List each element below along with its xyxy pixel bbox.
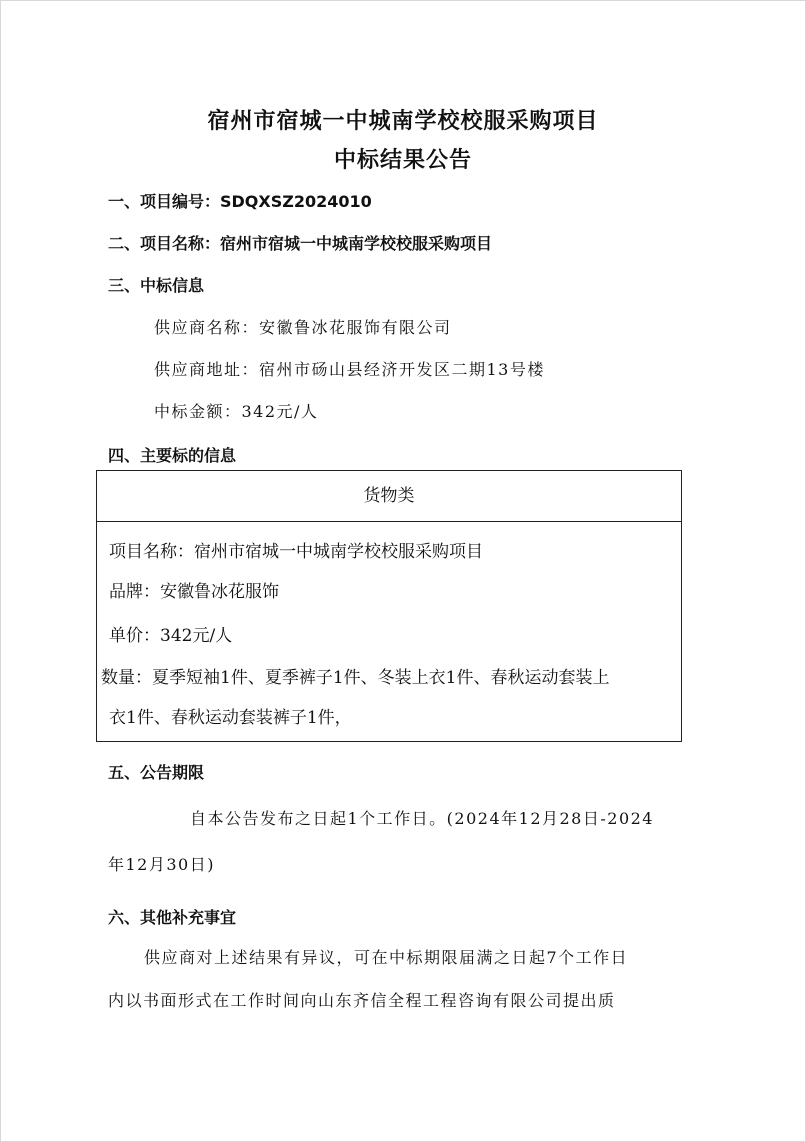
- period-line2: 年12月30日): [108, 855, 215, 874]
- section-project-number: 一、项目编号：SDQXSZ2024010: [108, 192, 372, 211]
- supplier-address: 供应商地址：宿州市砀山县经济开发区二期13号楼: [154, 360, 545, 379]
- supplement-line2: 内以书面形式在工作时间向山东齐信全程工程咨询有限公司提出质: [108, 991, 616, 1010]
- goods-table: [96, 470, 682, 742]
- section-notice-period: 五、公告期限: [108, 763, 205, 782]
- document-title-line1: 宿州市宿城一中城南学校校服采购项目: [207, 108, 599, 134]
- section-supplement: 六、其他补充事宜: [108, 908, 237, 927]
- goods-unit-price: 单价：342元/人: [109, 626, 233, 646]
- section-main-subject: 四、主要标的信息: [108, 446, 237, 465]
- supplier-name: 供应商名称：安徽鲁冰花服饰有限公司: [154, 318, 452, 337]
- goods-project-name: 项目名称：宿州市宿城一中城南学校校服采购项目: [109, 542, 483, 562]
- goods-table-header: 货物类: [97, 471, 681, 522]
- document-title-line2: 中标结果公告: [333, 147, 472, 173]
- goods-quantity-line1: 数量：夏季短袖1件、夏季裤子1件、冬装上衣1件、春秋运动套装上: [101, 668, 610, 688]
- goods-brand: 品牌：安徽鲁冰花服饰: [109, 582, 279, 602]
- section-project-name: 二、项目名称：宿州市宿城一中城南学校校服采购项目: [108, 234, 493, 253]
- goods-quantity-line2: 衣1件、春秋运动套装裤子1件，: [109, 708, 352, 728]
- supplement-line1: 供应商对上述结果有异议，可在中标期限届满之日起7个工作日: [144, 948, 629, 967]
- section-bid-info: 三、中标信息: [108, 276, 205, 295]
- bid-amount: 中标金额：342元/人: [154, 402, 319, 421]
- period-line1: 自本公告发布之日起1个工作日。(2024年12月28日-2024: [190, 809, 654, 828]
